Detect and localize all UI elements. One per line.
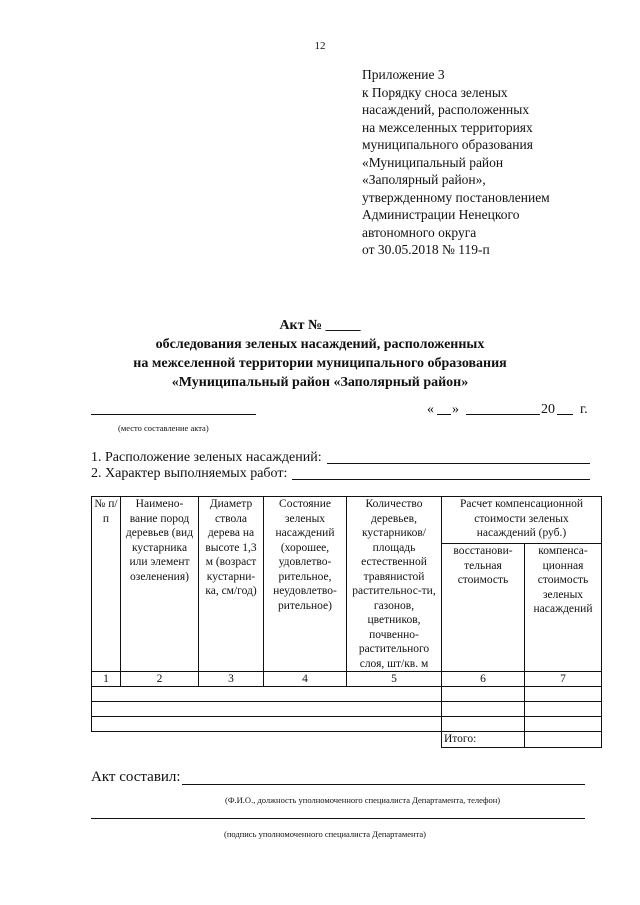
appendix-line: утвержденному постановлением bbox=[362, 189, 550, 205]
total-row bbox=[92, 732, 602, 748]
table-row bbox=[92, 717, 602, 732]
date-open-quote: « bbox=[427, 402, 434, 417]
table-row bbox=[92, 687, 602, 702]
header-diameter: Диаметр ствола дерева на высоте 1,3 м (возраст кустарни-ка, см/год) bbox=[199, 497, 264, 672]
page-number: 12 bbox=[314, 40, 326, 52]
date-close-quote: » bbox=[452, 402, 459, 417]
table-row bbox=[92, 702, 602, 717]
appendix-line: на межселенных территориях bbox=[362, 119, 533, 135]
appendix-line: автономного округа bbox=[362, 224, 477, 240]
appendix-line: к Порядку сноса зеленых bbox=[362, 84, 508, 100]
year-suffix: г. bbox=[580, 402, 588, 417]
year-field-line bbox=[557, 414, 573, 415]
survey-table bbox=[91, 496, 602, 748]
appendix-line: муниципального образования bbox=[362, 137, 533, 152]
year-prefix: 20 bbox=[541, 402, 555, 417]
total-label: Итого: bbox=[442, 732, 525, 748]
header-restoration-cost: восстанови-тельная стоимость bbox=[442, 544, 525, 672]
header-quantity: Количество деревьев, кустарников/ площадь естественной травянистой растительнос-ти, газонов, цветников, почвенно-растительного слоя, шт/кв. м bbox=[347, 497, 442, 672]
month-field-line bbox=[466, 414, 540, 415]
location-label: 1. Расположение зеленых насаждений: bbox=[91, 450, 322, 465]
title-act-number: Акт № _____ bbox=[279, 318, 361, 333]
appendix-line: Администрации Ненецкого bbox=[362, 207, 520, 222]
column-number: 5 bbox=[347, 672, 442, 687]
compiled-field-line bbox=[182, 784, 585, 785]
place-field-line bbox=[91, 414, 256, 415]
column-number: 3 bbox=[199, 672, 264, 687]
day-field-line bbox=[437, 414, 451, 415]
header-compensation-cost: компенса-ционная стоимость зеленых насаждений bbox=[525, 544, 602, 672]
appendix-line: «Заполярный район», bbox=[362, 172, 486, 187]
appendix-block bbox=[362, 66, 550, 259]
header-condition: Состояние зеленых насаждений (хорошее, удовлетво-рительное, неудовлетво-рительное) bbox=[264, 497, 347, 672]
header-number: № п/п bbox=[92, 497, 121, 672]
title-line: «Муниципальный район «Заполярный район» bbox=[171, 375, 469, 390]
column-number: 1 bbox=[92, 672, 121, 687]
header-compensation-group: Расчет компенсационной стоимости зеленых насаждений (руб.) bbox=[442, 497, 602, 544]
column-number: 2 bbox=[121, 672, 199, 687]
column-number: 7 bbox=[525, 672, 602, 687]
works-label: 2. Характер выполняемых работ: bbox=[91, 466, 288, 481]
signature-caption: (подпись уполномоченного специалиста Департамента) bbox=[224, 829, 427, 839]
title-line: обследования зеленых насаждений, расположенных bbox=[155, 337, 485, 352]
appendix-line: «Муниципальный район bbox=[362, 154, 504, 170]
place-caption: (место составление акта) bbox=[118, 423, 209, 433]
header-species: Наимено-вание пород деревьев (вид кустарника или элемент озеленения) bbox=[121, 497, 199, 672]
fio-caption: (Ф.И.О., должность уполномоченного специалиста Департамента, телефон) bbox=[225, 795, 501, 805]
compiled-label: Акт составил: bbox=[91, 769, 181, 785]
signature-field-line bbox=[91, 818, 585, 819]
column-number: 6 bbox=[442, 672, 525, 687]
appendix-line: насаждений, расположенных bbox=[362, 102, 530, 117]
document-title bbox=[0, 316, 640, 392]
title-line: на межселенной территории муниципального образования bbox=[133, 356, 507, 371]
appendix-line: от 30.05.2018 № 119-п bbox=[362, 242, 490, 257]
works-field-line bbox=[292, 479, 590, 480]
appendix-line: Приложение 3 bbox=[362, 67, 445, 82]
location-field-line bbox=[327, 463, 590, 464]
column-number: 4 bbox=[264, 672, 347, 687]
